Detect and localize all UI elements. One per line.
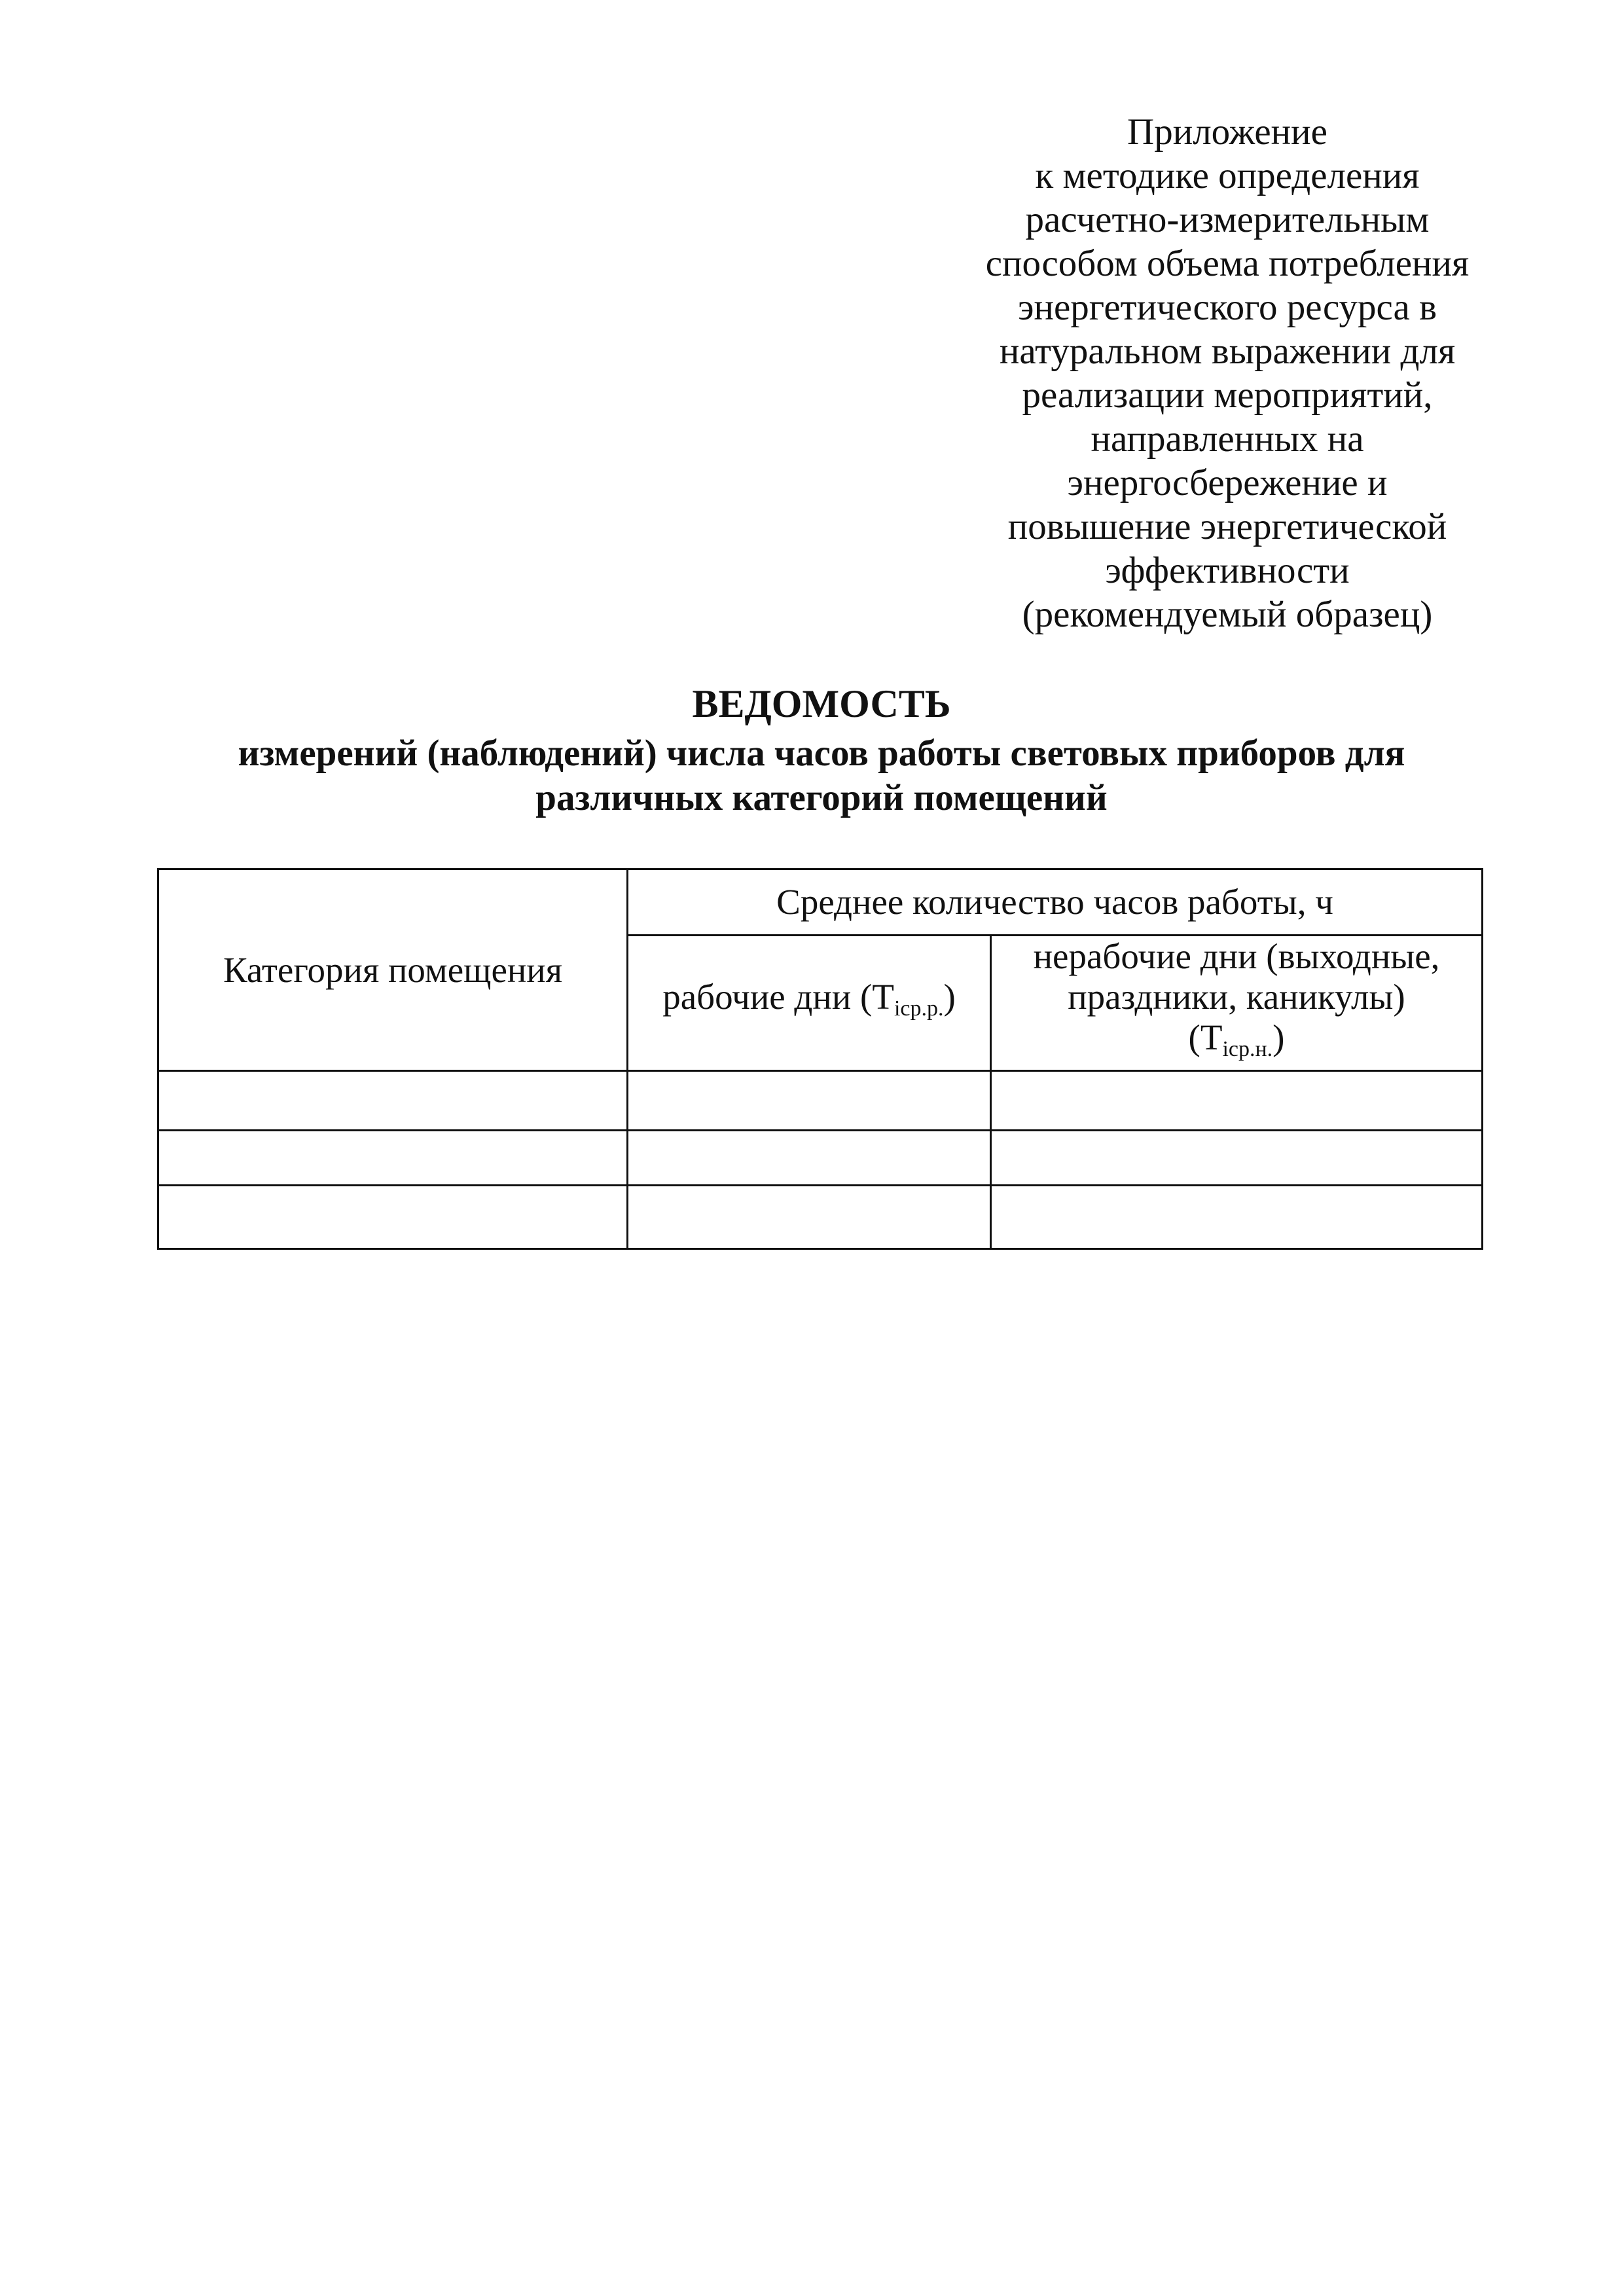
non-working-days-open: (T [1188, 1017, 1223, 1057]
average-hours-header: Среднее количество часов работы, ч [628, 869, 1483, 936]
appendix-line: направленных на [1091, 418, 1364, 460]
appendix-line: энергосбережение и [1067, 462, 1388, 503]
table-cell [628, 1071, 991, 1131]
non-working-days-header [991, 936, 1483, 1071]
working-days-header [628, 936, 991, 1071]
non-working-days-line2: праздники, каникулы) [1068, 977, 1405, 1017]
table-header-row [158, 869, 1483, 936]
table-cell [991, 1071, 1483, 1131]
document-title: ВЕДОМОСТЬ [692, 682, 951, 725]
hours-table [157, 868, 1483, 1250]
non-working-days-close: ) [1272, 1017, 1285, 1057]
non-working-days-line1: нерабочие дни (выходные, [1033, 936, 1440, 976]
appendix-line: (рекомендуемый образец) [1022, 594, 1433, 635]
table-cell [158, 1071, 628, 1131]
appendix-line: реализации мероприятий, [1022, 374, 1433, 416]
table-cell [628, 1186, 991, 1249]
non-working-days-subscript: iср.н. [1222, 1037, 1273, 1061]
document-subtitle-line1: измерений (наблюдений) числа часов работы световых приборов для [238, 733, 1405, 774]
appendix-line: энергетического ресурса в [1017, 287, 1437, 328]
table-cell [158, 1186, 628, 1249]
appendix-line: способом объема потребления [985, 243, 1470, 284]
appendix-caption [884, 110, 1571, 636]
appendix-line: повышение энергетической [1007, 506, 1447, 547]
appendix-line: натуральном выражении для [999, 331, 1456, 372]
document-subtitle-line2: различных категорий помещений [535, 777, 1108, 818]
working-days-subscript: iср.р. [893, 996, 944, 1021]
working-days-label: рабочие дни (T [662, 977, 894, 1017]
appendix-line: к методике определения [1035, 155, 1420, 196]
working-days-close: ) [943, 977, 956, 1017]
table-row [158, 1186, 1483, 1249]
appendix-line: расчетно-измерительным [1025, 199, 1430, 240]
appendix-line: эффективности [1105, 550, 1350, 591]
table-row [158, 1071, 1483, 1131]
appendix-line: Приложение [1127, 111, 1327, 153]
room-category-header: Категория помещения [158, 869, 628, 1071]
table-cell [991, 1131, 1483, 1186]
table-cell [991, 1186, 1483, 1249]
table-cell [158, 1131, 628, 1186]
table-row [158, 1131, 1483, 1186]
table-cell [628, 1131, 991, 1186]
